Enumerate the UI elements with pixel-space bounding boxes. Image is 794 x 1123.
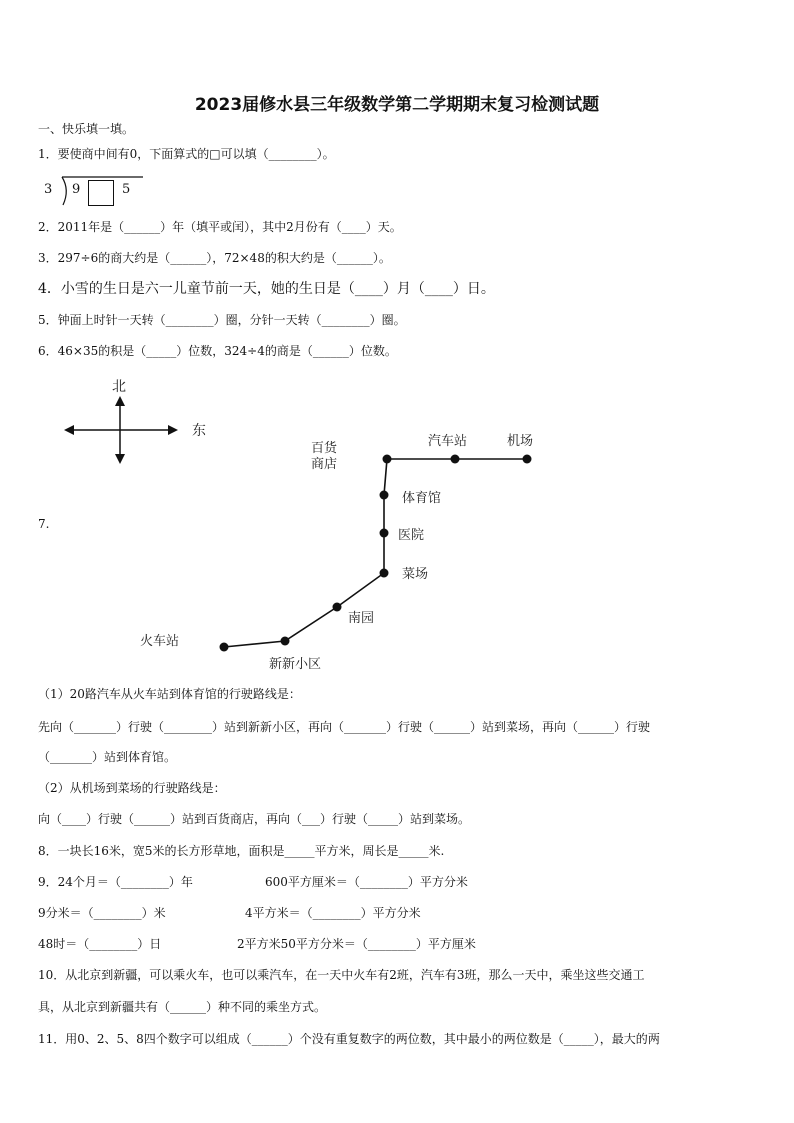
label-hospital: 医院 bbox=[398, 528, 425, 543]
label-department-store-2: 商店 bbox=[311, 457, 338, 472]
stop-hospital bbox=[380, 529, 389, 538]
question-7-number: 7. bbox=[38, 517, 50, 531]
stop-xinxin bbox=[281, 637, 290, 646]
label-xinxin: 新新小区 bbox=[269, 657, 322, 672]
question-1: 1．要使商中间有0，下面算式的□可以填（________）。 bbox=[38, 147, 335, 161]
label-train-station: 火车站 bbox=[140, 634, 180, 649]
question-7-2-line1: 向（____）行驶（______）站到百货商店，再向（___）行驶（_____）站到菜场。 bbox=[38, 812, 471, 826]
question-9-f: 2平方米50平方分米＝（________）平方厘米 bbox=[237, 937, 476, 951]
compass-icon bbox=[64, 396, 178, 464]
section-heading: 一、快乐填一填。 bbox=[38, 122, 135, 136]
question-9-a: 9．24个月＝（________）年 bbox=[38, 875, 193, 889]
question-5: 5．钟面上时针一天转（________）圈，分针一天转（________）圈。 bbox=[38, 313, 406, 327]
question-3: 3．297÷6的商大约是（______），72×48的积大约是（______）。 bbox=[38, 251, 391, 265]
compass-north-label: 北 bbox=[112, 379, 126, 395]
question-9-b: 600平方厘米＝（________）平方分米 bbox=[265, 875, 468, 889]
divisor: 3 bbox=[44, 182, 53, 197]
label-gym: 体育馆 bbox=[402, 491, 442, 506]
page-title: 2023届修水县三年级数学第二学期期末复习检测试题 bbox=[194, 95, 600, 115]
stop-airport bbox=[523, 455, 532, 464]
dividend-digit-3: 5 bbox=[122, 182, 131, 197]
label-market: 菜场 bbox=[402, 567, 429, 582]
question-7-1-title: （1）20路汽车从火车站到体育馆的行驶路线是： bbox=[38, 687, 301, 701]
question-9-e: 48时＝（________）日 bbox=[38, 937, 162, 951]
question-10-line1: 10．从北京到新疆，可以乘火车，也可以乘汽车，在一天中火车有2班，汽车有3班，那么一天中，乘坐这些交通工 bbox=[38, 968, 645, 982]
stop-bus-station bbox=[451, 455, 460, 464]
dividend-digit-1: 9 bbox=[72, 182, 81, 197]
label-bus-station: 汽车站 bbox=[428, 434, 468, 449]
compass-east-label: 东 bbox=[192, 423, 206, 439]
stop-south-park bbox=[333, 603, 342, 612]
question-11: 11．用0、2、5、8四个数字可以组成（______）个没有重复数字的两位数，其中最小的两位数是（_____），最大的两 bbox=[38, 1032, 660, 1046]
stop-gym bbox=[380, 491, 389, 500]
label-south-park: 南园 bbox=[348, 611, 375, 626]
label-airport: 机场 bbox=[507, 434, 534, 449]
question-2: 2．2011年是（______）年（填平或闰），其中2月份有（____）天。 bbox=[38, 220, 402, 234]
question-4: 4．小雪的生日是六一儿童节前一天，她的生日是（____）月（____）日。 bbox=[38, 281, 495, 297]
question-7-1-line2: （_______）站到体育馆。 bbox=[38, 750, 177, 764]
stop-market bbox=[380, 569, 389, 578]
question-9-c: 9分米＝（________）米 bbox=[38, 906, 166, 920]
question-7-2-title: （2）从机场到菜场的行驶路线是： bbox=[38, 781, 226, 795]
question-8: 8．一块长16米，宽5米的长方形草地，面积是_____平方米，周长是_____米. bbox=[38, 844, 445, 858]
stop-train-station bbox=[220, 643, 229, 652]
question-6: 6．46×35的积是（_____）位数，324÷4的商是（______）位数。 bbox=[38, 344, 397, 358]
question-10-line2: 具，从北京到新疆共有（______）种不同的乘坐方式。 bbox=[38, 1000, 327, 1014]
question-9-d: 4平方米＝（________）平方分米 bbox=[245, 906, 421, 920]
stop-department-store bbox=[383, 455, 392, 464]
question-7-1-line1: 先向（_______）行驶（________）站到新新小区，再向（_______）行驶（______）站到菜场，再向（______）行驶 bbox=[38, 720, 651, 734]
label-department-store-1: 百货 bbox=[311, 441, 338, 456]
